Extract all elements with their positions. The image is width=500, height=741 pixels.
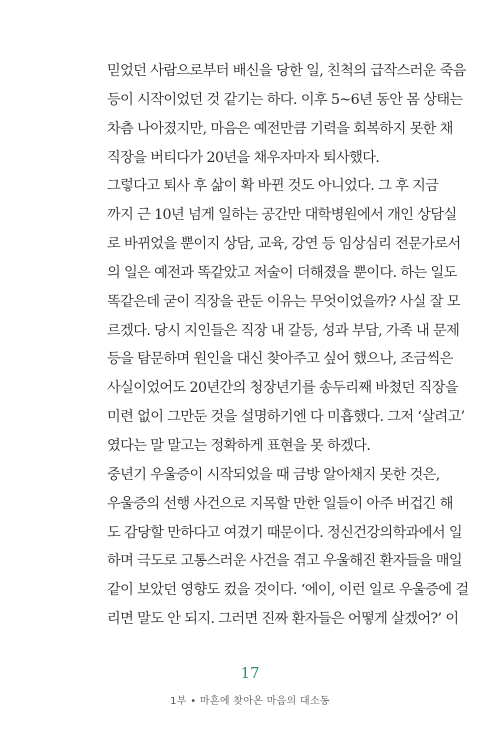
text-line: 직장을 버티다가 20년을 채우자마자 퇴사했다. [107, 149, 380, 166]
running-footer: 1부 • 마흔에 찾아온 마음의 대소동 [170, 696, 330, 707]
body-text [107, 57, 469, 634]
text-line: 리면 말도 안 되지. 그러면 진짜 환자들은 어떻게 살겠어?’ 이 [107, 611, 459, 628]
text-line: 미련 없이 그만둔 것을 설명하기엔 다 미흡했다. 그저 ‘살려고’ [107, 409, 465, 426]
text-line: 였다는 말 말고는 정확하게 표현을 못 하겠다. [107, 437, 371, 454]
text-line: 의 일은 예전과 똑같았고 저술이 더해졌을 뿐이다. 하는 일도 [107, 264, 457, 281]
text-line: 중년기 우울증이 시작되었을 때 금방 알아채지 못한 것은, [107, 466, 440, 483]
text-line: 우울증의 선행 사건으로 지목할 만한 일들이 아주 버겁긴 해 [107, 495, 453, 512]
text-line: 까지 근 10년 넘게 일하는 공간만 대학병원에서 개인 상담실 [107, 207, 457, 224]
text-line: 로 바뀌었을 뿐이지 상담, 교육, 강연 등 임상심리 전문가로서 [107, 236, 461, 253]
text-line: 사실이었어도 20년간의 청장년기를 송두리째 바쳤던 직장을 [107, 380, 458, 397]
text-line: 그렇다고 퇴사 후 삶이 확 바뀐 것도 아니었다. 그 후 지금 [107, 178, 439, 195]
text-line: 믿었던 사람으로부터 배신을 당한 일, 친척의 급작스러운 죽음 [107, 63, 466, 79]
text-line: 르겠다. 당시 지인들은 직장 내 갈등, 성과 부담, 가족 내 문제 [107, 322, 460, 339]
text-line: 등을 탐문하며 원인을 대신 찾아주고 싶어 했으나, 조금씩은 [107, 351, 453, 368]
text-line: 차츰 나아졌지만, 마음은 예전만큼 기력을 회복하지 못한 채 [107, 120, 453, 137]
text-line: 똑같은데 굳이 직장을 관둔 이유는 무엇이었을까? 사실 잘 모 [107, 293, 460, 310]
text-line: 도 감당할 만하다고 여겼기 때문이다. 정신건강의학과에서 일 [107, 524, 462, 541]
text-line: 하며 극도로 고통스러운 사건을 겪고 우울해진 환자들을 매일 [107, 553, 462, 570]
text-line: 같이 보았던 영향도 컸을 것이다. ‘에이, 이런 일로 우울증에 걸 [107, 582, 469, 599]
text-line: 등이 시작이었던 것 같기는 하다. 이후 5~6년 동안 몸 상태는 [107, 91, 463, 108]
page-number: 17 [240, 664, 260, 682]
